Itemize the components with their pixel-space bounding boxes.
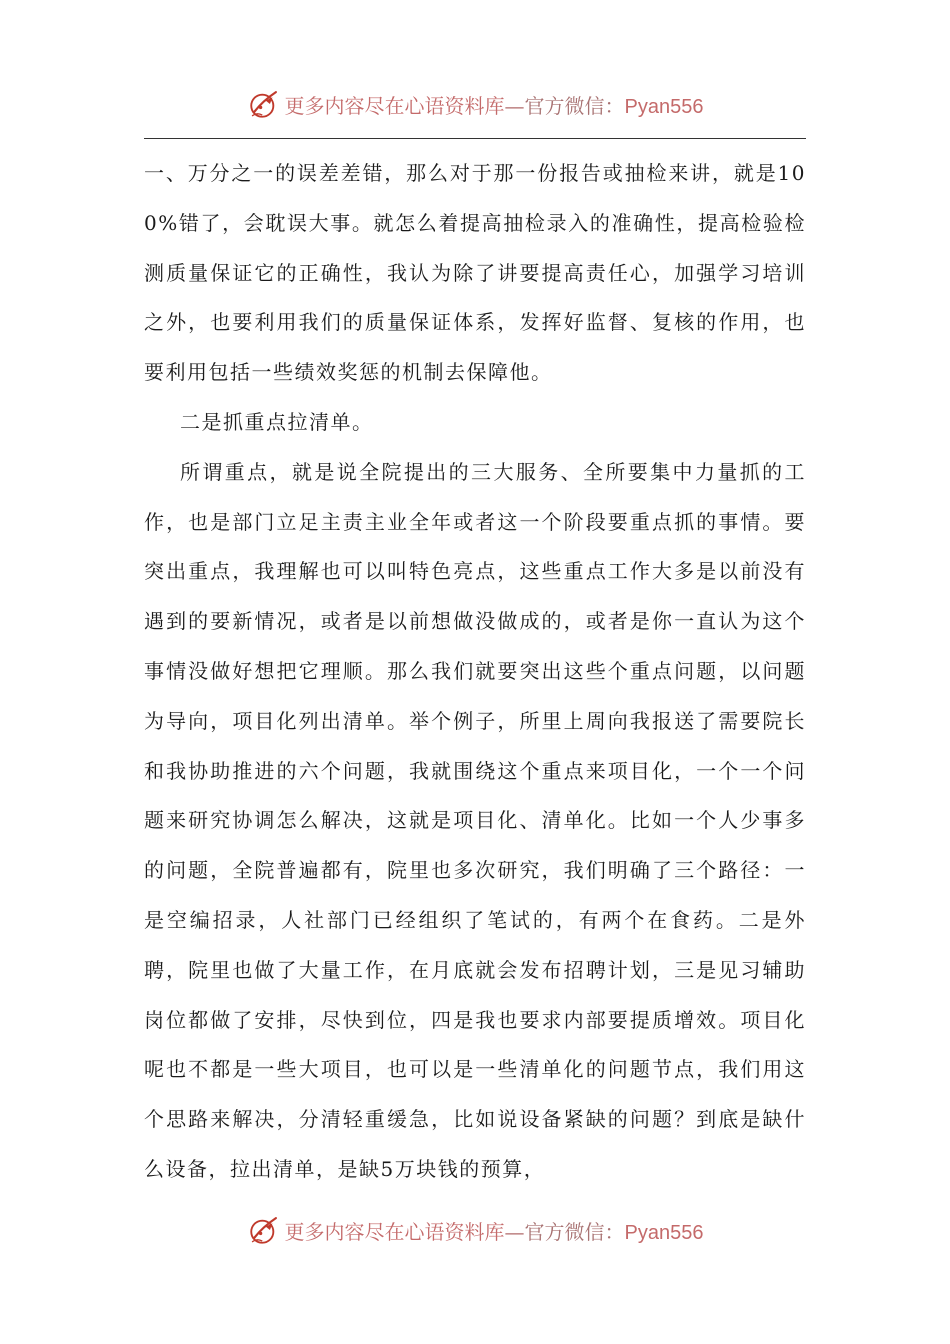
header-banner-main: 更多内容尽在心语资料库 [284,93,505,118]
header-banner-text [285,90,704,119]
header-banner-dash: — [504,93,525,118]
pen-nib-logo-icon [247,87,281,121]
header-divider [144,138,806,139]
document-body [144,149,806,1195]
paragraph-2-heading: 二是抓重点拉清单。 [180,409,374,434]
paragraph-3: 所谓重点，就是说全院提出的三大服务、全所要集中力量抓的工作，也是部门立足主责主业全年或者这一个阶段要重点抓的事情。要突出重点，我理解也可以叫特色亮点，这些重点工作大多是以前没有遇到的要新情况，或者是以前想做没做成的，或者是你一直认为这个事情没做好想把它理顺。那么我们就要突出这些个重点问题，以问题为导向，项目化列出清单。举个例子，所里上周向我报送了需要院长和我协助推进的六个问题，我就围绕这个重点来项目化，一个一个问题来研究协调怎么解决，这就是项目化、清单化。比如一个人少事多的问题，全院普遍都有，院里也多次研究，我们明确了三个路径：一是空编招录，人社部门已经组织了笔试的，有两个在食药。二是外聘，院里也做了大量工作，在月底就会发布招聘计划，三是见习辅助岗位都做了安排，尽快到位，四是我也要求内部要提质增效。项目化呢也不都是一些大项目，也可以是一些清单化的问题节点，我们用这个思路来解决，分清轻重缓急，比如说设备紧缺的问题？到底是缺什么设备，拉出清单，是缺5万块钱的预算， [144,459,806,1181]
header-banner [0,84,950,124]
paragraph-1: 一、万分之一的误差差错，那么对于那一份报告或抽检来讲，就是100%错了，会耽误大事。就怎么着提高抽检录入的准确性，提高检验检测质量保证它的正确性，我认为除了讲要提高责任心，加强学习培训之外，也要利用我们的质量保证体系，发挥好监督、复核的作用，也要利用包括一些绩效奖惩的机制去保障他。 [144,161,806,385]
header-wechat-id: Pyan556 [624,95,704,118]
pen-nib-logo-icon [247,1213,281,1247]
footer-banner-label: 官方微信： [524,1219,625,1244]
footer-wechat-id: Pyan556 [624,1221,704,1244]
footer-banner-main: 更多内容尽在心语资料库 [284,1219,505,1244]
footer-banner [0,1210,950,1250]
footer-banner-dash: — [504,1219,525,1244]
footer-banner-text [285,1216,704,1245]
header-banner-label: 官方微信： [524,93,625,118]
